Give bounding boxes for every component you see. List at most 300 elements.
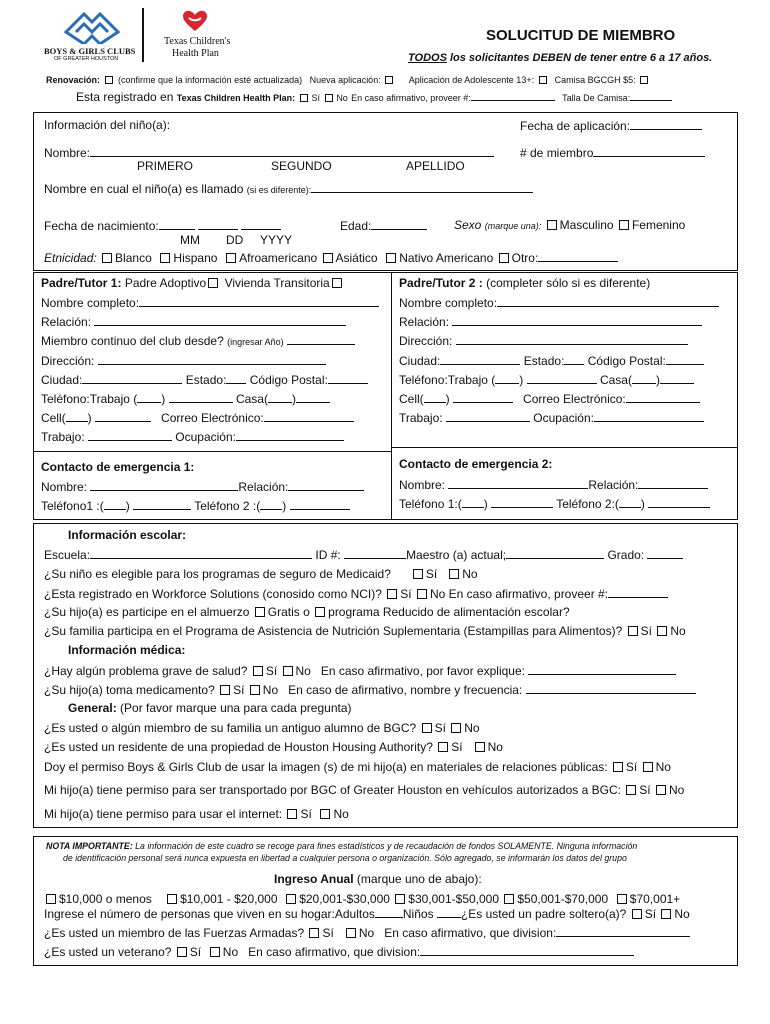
g2-ocupacion-label: Ocupación:: [533, 411, 594, 425]
g1-ocupacion-label: Ocupación:: [175, 430, 236, 444]
medicaid-si-label: Sí: [425, 567, 438, 581]
note-line2: de identificación personal será nunca expuesta en libertad a cualquier persona o organización. Sólo agregado, se informarán los datos del grupo: [63, 853, 627, 863]
renovacion-label: Renovación:: [46, 75, 101, 85]
g2-tel-trabajo-label: Teléfono:Trabajo (: [399, 373, 496, 387]
imagen-no-checkbox[interactable]: [643, 762, 653, 772]
g1-nombre-field[interactable]: [139, 295, 379, 307]
soltero-question: ¿Es usted un padre soltero(a)?: [460, 907, 627, 921]
g1-ciudad-field[interactable]: [82, 372, 182, 384]
g1-ocupacion-field[interactable]: [236, 429, 344, 441]
birth-year-field[interactable]: [241, 218, 281, 230]
registered-plan: Texas Children Health Plan:: [176, 93, 296, 103]
talla-field[interactable]: [630, 89, 672, 101]
medical-heading: Información médica:: [68, 643, 186, 657]
medicamento-si-label: Sí: [233, 683, 245, 697]
fuerzas-no-label: No: [358, 926, 375, 940]
segundo-label: SEGUNDO: [271, 159, 332, 173]
problema-no-checkbox[interactable]: [283, 666, 293, 676]
g1-miembro-label: Miembro continuo del club desde?: [41, 334, 224, 348]
em2-tel-row: Teléfono 1:( ) Teléfono 2:( ): [399, 496, 710, 511]
subtitle-emphasis: TODOS: [408, 52, 447, 64]
g2-nombre-row: [399, 295, 719, 310]
registered-no-checkbox[interactable]: [325, 94, 333, 102]
transporte-row: [44, 783, 684, 797]
nacimiento-label: Fecha de nacimiento:: [44, 219, 159, 233]
bgc-logo: [44, 10, 136, 60]
em1-tel-row: Teléfono1 :( ) Teléfono 2 :( ): [41, 498, 350, 513]
g1-vivienda-checkbox[interactable]: [332, 278, 342, 288]
medicamento-no-checkbox[interactable]: [250, 685, 260, 695]
fecha-app-row: [520, 118, 702, 133]
alumno-si-label: Sí: [434, 721, 446, 735]
g1-trabajo-row: [41, 429, 344, 444]
em2-tel2-label: Teléfono 2:(: [556, 497, 619, 511]
registered-si-label: Sí: [311, 93, 320, 103]
ninos-field[interactable]: [437, 906, 461, 918]
llamado-note: (si es diferente):: [246, 185, 312, 195]
g1-codigo-field[interactable]: [328, 372, 368, 384]
g2-title: Padre/Tutor 2 :: [399, 276, 483, 290]
imagen-no-label: No: [655, 760, 671, 774]
fuerzas-division-label: En caso afirmativo, que division:: [384, 926, 557, 940]
alumno-row: [44, 721, 480, 735]
school-medical-section: [33, 523, 738, 828]
mm-label: MM: [180, 233, 200, 247]
em2-tel1-label: Teléfono 1:(: [399, 497, 462, 511]
veterano-no-label: No: [222, 945, 239, 959]
g1-direccion-field[interactable]: [98, 353, 326, 365]
g1-tel-trabajo-label: Teléfono:Trabajo (: [41, 392, 138, 406]
income-bracket-3: $20,001-$30,000: [299, 892, 390, 906]
income-checkbox-1[interactable]: [46, 894, 56, 904]
em2-tel1-area[interactable]: [462, 496, 484, 508]
ethnicity-label-nativo: Nativo Americano: [399, 251, 494, 265]
problema-tail: En caso afirmativo, por favor explique:: [320, 664, 525, 678]
note-text1: La información de este cuadro se recoge para fines estadísticos y de recaudación de fondos SOLAMENTE. Ninguna información: [132, 841, 638, 851]
internet-si-label: Sí: [300, 807, 312, 821]
veterano-division-label: En caso afirmativo, que division:: [248, 945, 421, 959]
em2-relacion-label: Relación:: [588, 478, 639, 492]
registered-no-label: No: [336, 93, 348, 103]
g1-adoptivo-checkbox[interactable]: [208, 278, 218, 288]
general-heading: General:: [68, 701, 117, 715]
edad-label: Edad:: [340, 219, 372, 233]
medicamento-question: ¿Su hijo(a) toma medicamento?: [44, 683, 215, 697]
g1-ciudad-label: Ciudad:: [41, 373, 83, 387]
workforce-si-label: Sí: [400, 587, 412, 601]
ethnicity-checkbox-asiatico[interactable]: [323, 253, 333, 263]
medicamento-no-label: No: [262, 683, 279, 697]
medicamento-tail: En caso de afirmativo, nombre y frecuencia:: [288, 683, 523, 697]
transporte-si-checkbox[interactable]: [626, 785, 636, 795]
g1-trabajo-label: Trabajo:: [41, 430, 85, 444]
workforce-no-label: No: [429, 587, 446, 601]
registered-si-checkbox[interactable]: [300, 94, 308, 102]
problema-no-label: No: [295, 664, 311, 678]
adolescente-checkbox[interactable]: [539, 76, 547, 84]
escuela-row: [44, 547, 683, 562]
snap-si-checkbox[interactable]: [628, 626, 638, 636]
imagen-si-label: Sí: [625, 760, 638, 774]
escuela-field[interactable]: [90, 547, 312, 559]
medicaid-question: ¿Su niño es elegible para los programas de seguro de Medicaid?: [44, 567, 391, 581]
masculino-checkbox[interactable]: [547, 220, 557, 230]
page-subtitle: [408, 52, 712, 64]
income-bracket-4: $30,001-$50,000: [408, 892, 500, 906]
reducido-checkbox[interactable]: [315, 607, 325, 617]
masculino-label: Masculino: [559, 218, 614, 232]
renovacion-note: (confirme que la información esté actualizada): [118, 75, 303, 85]
birth-month-field[interactable]: [159, 218, 195, 230]
school-heading: Información escolar:: [68, 528, 187, 542]
medicamento-row: [44, 682, 696, 697]
g1-correo-label: Correo Electrónico:: [161, 411, 264, 425]
veterano-question: ¿Es usted un veterano?: [44, 945, 172, 959]
edad-field[interactable]: [371, 218, 427, 230]
em1-nombre-row: [41, 479, 364, 494]
g1-codigo-label: Código Postal:: [249, 373, 328, 387]
g1-relacion-row: [41, 314, 346, 329]
gratis-checkbox[interactable]: [255, 607, 265, 617]
femenino-checkbox[interactable]: [619, 220, 629, 230]
miembro-field[interactable]: [593, 145, 705, 157]
etnicidad-label: Etnicidad:: [44, 251, 97, 265]
ethnicity-label-blanco: Blanco: [115, 251, 152, 265]
g1-title: Padre/Tutor 1:: [41, 276, 122, 290]
g1-ciudad-row: [41, 372, 368, 387]
g2-codigo-field[interactable]: [666, 353, 704, 365]
renovacion-checkbox[interactable]: [105, 76, 113, 84]
g1-relacion-label: Relación:: [41, 315, 92, 329]
talla-label: Talla De Camisa:: [562, 93, 631, 103]
income-bracket-2: $10,001 - $20,000: [180, 892, 278, 906]
em2-tel2-area[interactable]: [619, 496, 641, 508]
proveer-field[interactable]: [471, 89, 555, 101]
camisa-label: Camisa BGCGH $5:: [554, 75, 636, 85]
g2-cell-field[interactable]: [453, 391, 513, 403]
g1-nombre-label: Nombre completo:: [41, 296, 140, 310]
note-label: NOTA IMPORTANTE:: [46, 841, 133, 851]
medicaid-no-checkbox[interactable]: [449, 569, 459, 579]
ninos-label: Niños: [402, 907, 434, 921]
problema-field[interactable]: [528, 663, 676, 675]
income-brackets-row: [44, 892, 680, 906]
g2-cell-area[interactable]: [424, 391, 446, 403]
income-checkbox-2[interactable]: [167, 894, 177, 904]
g1-direccion-label: Dirección:: [41, 354, 95, 368]
adolescente-label: Aplicación de Adolescente 13+:: [408, 75, 535, 85]
workforce-row: [44, 586, 668, 601]
snap-question: ¿Su familia participa en el Programa de Asistencia de Nutrición Suplementaria (Estampillas para Alimentos)?: [44, 624, 623, 638]
internet-si-checkbox[interactable]: [287, 809, 297, 819]
veterano-row: [44, 944, 634, 959]
g1-tel-trabajo-area[interactable]: [137, 391, 161, 403]
fuerzas-si-label: Sí: [322, 926, 334, 940]
workforce-question: ¿Esta registrado en Workforce Solutions (conosido como NCI)?: [44, 587, 382, 601]
g1-title-row: [41, 276, 345, 290]
general-heading-note: (Por favor marque una para cada pregunta): [120, 701, 352, 715]
housing-row: [44, 740, 503, 754]
fecha-app-field[interactable]: [630, 118, 702, 130]
em1-title: Contacto de emergencia 1:: [41, 460, 195, 474]
medicaid-no-label: No: [462, 567, 478, 581]
bgc-logo-line1: BOYS & GIRLS CLUBS: [44, 46, 136, 56]
g2-ocupacion-field[interactable]: [594, 410, 704, 422]
personas-label: Ingrese el número de personas que viven en su hogar:Adultos: [44, 907, 375, 921]
housing-question: ¿Es usted un residente de una propiedad de Houston Housing Authority?: [44, 740, 433, 754]
g2-trabajo-field[interactable]: [446, 410, 530, 422]
income-checkbox-5[interactable]: [504, 894, 514, 904]
workforce-no-checkbox[interactable]: [417, 589, 427, 599]
housing-no-checkbox[interactable]: [475, 742, 485, 752]
g2-cell-label: Cell(: [399, 392, 424, 406]
workforce-si-checkbox[interactable]: [387, 589, 397, 599]
g1-cell-label: Cell(: [41, 411, 66, 425]
guardians-hdiv-right: [391, 447, 737, 448]
registered-row: [76, 89, 672, 104]
fuerzas-row: [44, 925, 690, 940]
soltero-si-label: Sí: [644, 907, 657, 921]
almuerzo-question: ¿Su hijo(a) es participe en el almuerzo: [44, 605, 250, 619]
grado-field[interactable]: [647, 547, 683, 559]
subtitle-rest: los solicitantes DEBEN de tener entre 6 a 17 años.: [446, 52, 713, 64]
g1-tel-trabajo-field[interactable]: [169, 391, 233, 403]
imagen-si-checkbox[interactable]: [613, 762, 623, 772]
internet-question: Mi hijo(a) tiene permiso para usar el internet:: [44, 807, 283, 821]
transporte-question: Mi hijo(a) tiene permiso para ser transportado por BGC of Greater Houston en vehículos autorizados a BGC:: [44, 783, 621, 797]
g2-estado-field[interactable]: [564, 353, 584, 365]
general-heading-row: [68, 701, 352, 715]
alumno-question: ¿Es usted o algún miembro de su familia un antiguo alumno de BGC?: [44, 721, 417, 735]
income-checkbox-6[interactable]: [617, 894, 627, 904]
soltero-no-label: No: [674, 907, 690, 921]
g2-correo-field[interactable]: [626, 391, 700, 403]
problema-question: ¿Hay algún problema grave de salud?: [44, 664, 248, 678]
ethnicity-label-hispano: Hispano: [173, 251, 218, 265]
g1-casa-field[interactable]: [296, 391, 330, 403]
nombre-label: Nombre:: [44, 146, 91, 160]
medicaid-row: [44, 567, 478, 581]
em1-nombre-field[interactable]: [90, 479, 238, 491]
maestro-label: Maestro (a) actual;: [406, 548, 507, 562]
g2-direccion-row: [399, 333, 688, 348]
personas-row: [44, 906, 690, 921]
g1-cell-row: Cell( ) Correo Electrónico:: [41, 410, 354, 425]
housing-no-label: No: [487, 740, 503, 754]
transporte-no-checkbox[interactable]: [656, 785, 666, 795]
sexo-note: (marque una):: [484, 221, 542, 231]
fuerzas-si-checkbox[interactable]: [309, 928, 319, 938]
g2-ciudad-row: [399, 353, 704, 368]
em2-relacion-field[interactable]: [638, 477, 708, 489]
workforce-tail: En caso afirmativo, proveer #:: [448, 587, 609, 601]
g2-relacion-row: [399, 314, 702, 329]
transporte-si-label: Sí: [639, 783, 651, 797]
ethnicity-checkbox-afroamericano[interactable]: [226, 253, 236, 263]
guardians-hdiv-left: [34, 451, 391, 452]
income-heading-row: [274, 872, 482, 886]
em1-tel1-area[interactable]: [104, 498, 126, 510]
g1-adoptivo-label: Padre Adoptivo: [124, 276, 207, 290]
logo-divider: [142, 8, 144, 62]
femenino-label: Femenino: [631, 218, 686, 232]
llamado-label: Nombre en cual el niño(a) es llamado: [44, 182, 244, 196]
alumno-si-checkbox[interactable]: [422, 723, 432, 733]
birth-day-field[interactable]: [198, 218, 238, 230]
g2-estado-label: Estado:: [523, 354, 565, 368]
g2-nombre-label: Nombre completo:: [399, 296, 498, 310]
em1-tel1-field[interactable]: [133, 498, 191, 510]
llamado-field[interactable]: [311, 181, 533, 193]
page-title: SOLUCITUD DE MIEMBRO: [486, 27, 676, 44]
sexo-label: Sexo: [454, 218, 482, 232]
tch-logo: [158, 10, 238, 60]
g1-miembro-row: [41, 333, 355, 348]
ethnicity-checkbox-hispano[interactable]: [160, 253, 170, 263]
g2-codigo-label: Código Postal:: [587, 354, 666, 368]
g1-cell-field[interactable]: [95, 410, 151, 422]
alumno-no-checkbox[interactable]: [451, 723, 461, 733]
yyyy-label: YYYY: [260, 233, 293, 247]
income-checkbox-4[interactable]: [395, 894, 405, 904]
workforce-field[interactable]: [608, 586, 668, 598]
ethnicity-checkbox-nativo[interactable]: [386, 253, 396, 263]
g2-direccion-field[interactable]: [456, 333, 688, 345]
fuerzas-no-checkbox[interactable]: [346, 928, 356, 938]
nombre-field[interactable]: [90, 145, 494, 157]
g2-title-row: [399, 276, 650, 290]
em2-tel2-field[interactable]: [648, 496, 710, 508]
bgc-logo-icon: [62, 10, 122, 44]
g1-casa-area[interactable]: [268, 391, 292, 403]
fuerzas-division-field[interactable]: [556, 925, 690, 937]
income-checkbox-3[interactable]: [286, 894, 296, 904]
housing-si-checkbox[interactable]: [438, 742, 448, 752]
nueva-checkbox[interactable]: [385, 76, 393, 84]
dd-label: DD: [226, 233, 244, 247]
g1-miembro-field[interactable]: [287, 333, 355, 345]
medicamento-si-checkbox[interactable]: [220, 685, 230, 695]
g1-correo-field[interactable]: [264, 410, 354, 422]
camisa-checkbox[interactable]: [640, 76, 648, 84]
ethnicity-label-otro: Otro:: [511, 251, 539, 265]
snap-no-checkbox[interactable]: [657, 626, 667, 636]
apellido-label: APELLIDO: [406, 159, 465, 173]
internet-no-checkbox[interactable]: [320, 809, 330, 819]
g1-casa-label: Casa(: [235, 392, 268, 406]
em1-tel1-label: Teléfono1 :(: [41, 499, 104, 513]
medicamento-field[interactable]: [526, 682, 696, 694]
maestro-field[interactable]: [506, 547, 604, 559]
housing-si-label: Sí: [451, 740, 463, 754]
g1-nombre-row: [41, 295, 379, 310]
g1-vivienda-label: Vivienda Transitoria: [224, 276, 330, 290]
child-heading: Información del niño(a):: [44, 118, 171, 132]
ethnicity-checkbox-otro[interactable]: [499, 253, 509, 263]
problema-si-checkbox[interactable]: [253, 666, 263, 676]
em1-tel2-area[interactable]: [260, 498, 282, 510]
em2-nombre-field[interactable]: [448, 477, 588, 489]
g2-casa-area[interactable]: [632, 372, 656, 384]
ethnicity-checkbox-blanco[interactable]: [102, 253, 112, 263]
tch-logo-line1: Texas Children's: [164, 36, 231, 47]
ethnicity-otro-field[interactable]: [538, 250, 618, 262]
snap-si-label: Sí: [640, 624, 652, 638]
veterano-si-checkbox[interactable]: [177, 947, 187, 957]
em2-tel1-field[interactable]: [491, 496, 553, 508]
g2-direccion-label: Dirección:: [399, 334, 453, 348]
internet-no-label: No: [333, 807, 349, 821]
g2-trabajo-label: Trabajo:: [399, 411, 443, 425]
veterano-si-label: Sí: [189, 945, 202, 959]
g1-direccion-row: [41, 353, 326, 368]
problema-row: [44, 663, 676, 678]
id-field[interactable]: [344, 547, 406, 559]
g2-nombre-field[interactable]: [497, 295, 719, 307]
g2-title-note: (completer sólo si es diferente): [486, 276, 651, 290]
g1-relacion-field[interactable]: [94, 314, 346, 326]
child-info-section: [33, 112, 738, 271]
g2-correo-label: Correo Electrónico:: [523, 392, 626, 406]
fecha-app-label: Fecha de aplicación:: [520, 119, 631, 133]
g2-casa-field[interactable]: [660, 372, 694, 384]
llamado-row: [44, 181, 533, 196]
g2-relacion-field[interactable]: [452, 314, 702, 326]
fuerzas-question: ¿Es usted un miembro de las Fuerzas Armadas?: [44, 926, 305, 940]
nueva-label: Nueva aplicación:: [309, 75, 381, 85]
heart-icon: [182, 10, 208, 32]
adultos-field[interactable]: [375, 906, 403, 918]
soltero-no-checkbox[interactable]: [661, 909, 671, 919]
g2-cell-row: Cell( ) Correo Electrónico:: [399, 391, 700, 406]
imagen-row: [44, 760, 671, 774]
em2-title: Contacto de emergencia 2:: [399, 457, 553, 471]
tch-logo-line2: Health Plan: [172, 48, 219, 59]
alumno-no-label: No: [464, 721, 480, 735]
medicaid-si-checkbox[interactable]: [413, 569, 423, 579]
internet-row: [44, 807, 349, 821]
guardians-section: [33, 272, 738, 520]
g1-telefono-row: Teléfono:Trabajo ( ) Casa( ): [41, 391, 330, 406]
etnicidad-row: [44, 250, 618, 265]
proveer-label: En caso afirmativo, proveer #:: [351, 93, 471, 103]
snap-no-label: No: [670, 624, 686, 638]
sexo-row: [454, 218, 685, 232]
g1-trabajo-field[interactable]: [88, 429, 172, 441]
em1-relacion-field[interactable]: [288, 479, 364, 491]
g2-telefono-row: Teléfono:Trabajo ( ) Casa( ): [399, 372, 694, 387]
miembro-label: # de miembro: [520, 146, 594, 160]
em1-tel2-field[interactable]: [290, 498, 350, 510]
g1-estado-field[interactable]: [226, 372, 246, 384]
soltero-si-checkbox[interactable]: [632, 909, 642, 919]
g1-cell-area[interactable]: [66, 410, 88, 422]
reducido-label: programa Reducido de alimentación escolar?: [328, 605, 570, 619]
ethnicity-label-afroamericano: Afroamericano: [239, 251, 318, 265]
nombre-row: [44, 145, 494, 160]
problema-si-label: Sí: [265, 664, 278, 678]
veterano-division-field[interactable]: [420, 944, 634, 956]
income-bracket-5: $50,001-$70,000: [517, 892, 609, 906]
almuerzo-row: [44, 605, 570, 619]
grado-label: Grado:: [607, 548, 645, 562]
g2-tel-trabajo-area[interactable]: [495, 372, 519, 384]
top-options-row: [46, 75, 651, 85]
em2-nombre-label: Nombre:: [399, 478, 446, 492]
g2-ciudad-field[interactable]: [440, 353, 520, 365]
veterano-no-checkbox[interactable]: [210, 947, 220, 957]
g2-tel-trabajo-field[interactable]: [527, 372, 597, 384]
